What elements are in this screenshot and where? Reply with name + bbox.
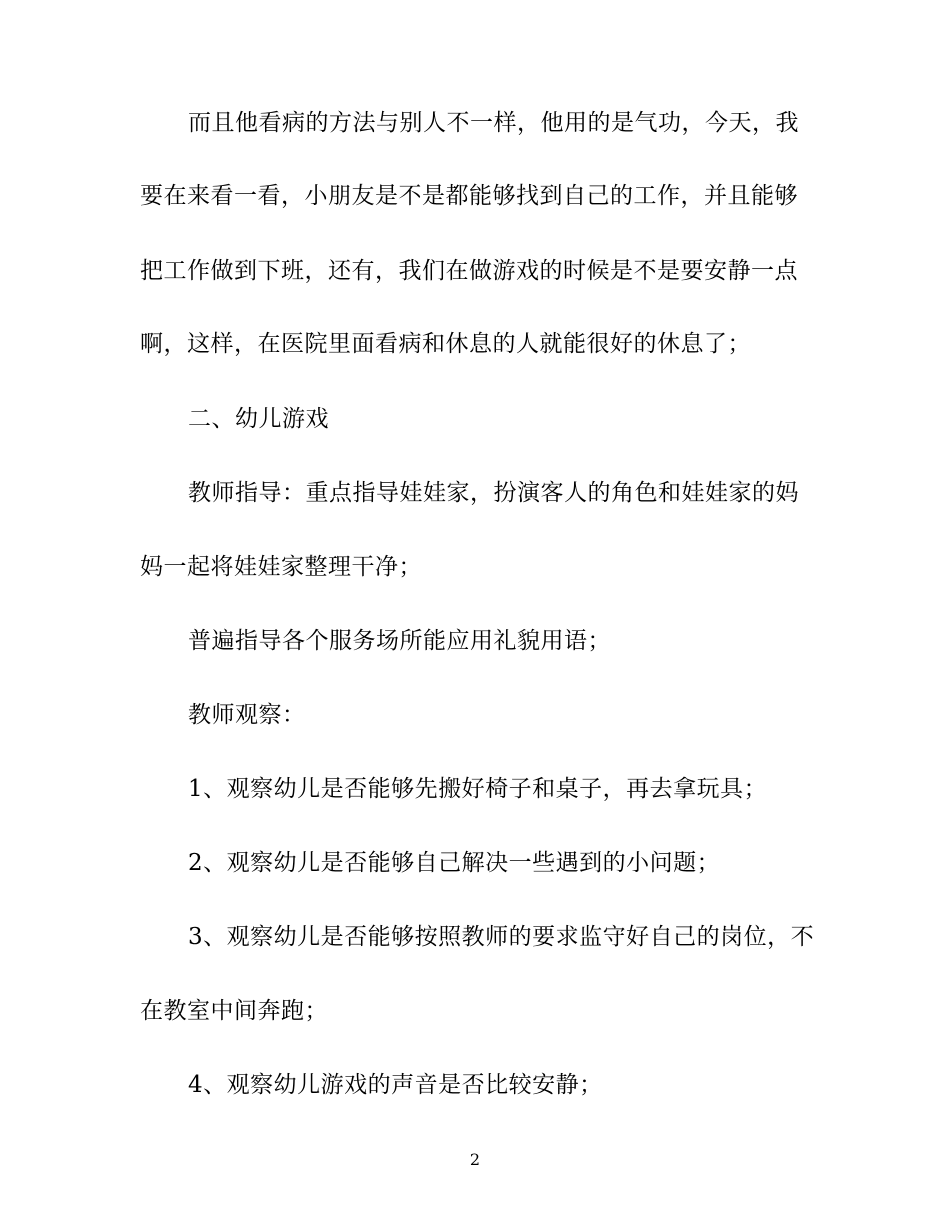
list-item: 1、观察幼儿是否能够先搬好椅子和桌子，再去拿玩具；	[188, 776, 768, 802]
text-line: 妈一起将娃娃家整理干净；	[140, 554, 422, 580]
text-line: 普遍指导各个服务场所能应用礼貌用语；	[188, 628, 611, 654]
text-line: 教师指导：重点指导娃娃家，扮演客人的角色和娃娃家的妈	[188, 480, 799, 506]
text-line: 啊，这样，在医院里面看病和休息的人就能很好的休息了；	[140, 331, 751, 357]
list-item: 4、观察幼儿游戏的声音是否比较安静；	[188, 1072, 603, 1098]
list-item: 3、观察幼儿是否能够按照教师的要求监守好自己的岗位，不	[188, 924, 815, 950]
text-line: 在教室中间奔跑；	[140, 998, 328, 1024]
page-number: 2	[469, 1150, 481, 1169]
list-item: 2、观察幼儿是否能够自己解决一些遇到的小问题；	[188, 850, 721, 876]
section-heading: 二、幼儿游戏	[188, 406, 329, 432]
text-line: 把工作做到下班，还有，我们在做游戏的时候是不是要安静一点	[140, 258, 798, 284]
text-line: 而且他看病的方法与别人不一样，他用的是气功，今天，我	[188, 110, 799, 136]
text-line: 要在来看一看，小朋友是不是都能够找到自己的工作，并且能够	[140, 183, 798, 209]
text-line: 教师观察：	[188, 702, 306, 728]
